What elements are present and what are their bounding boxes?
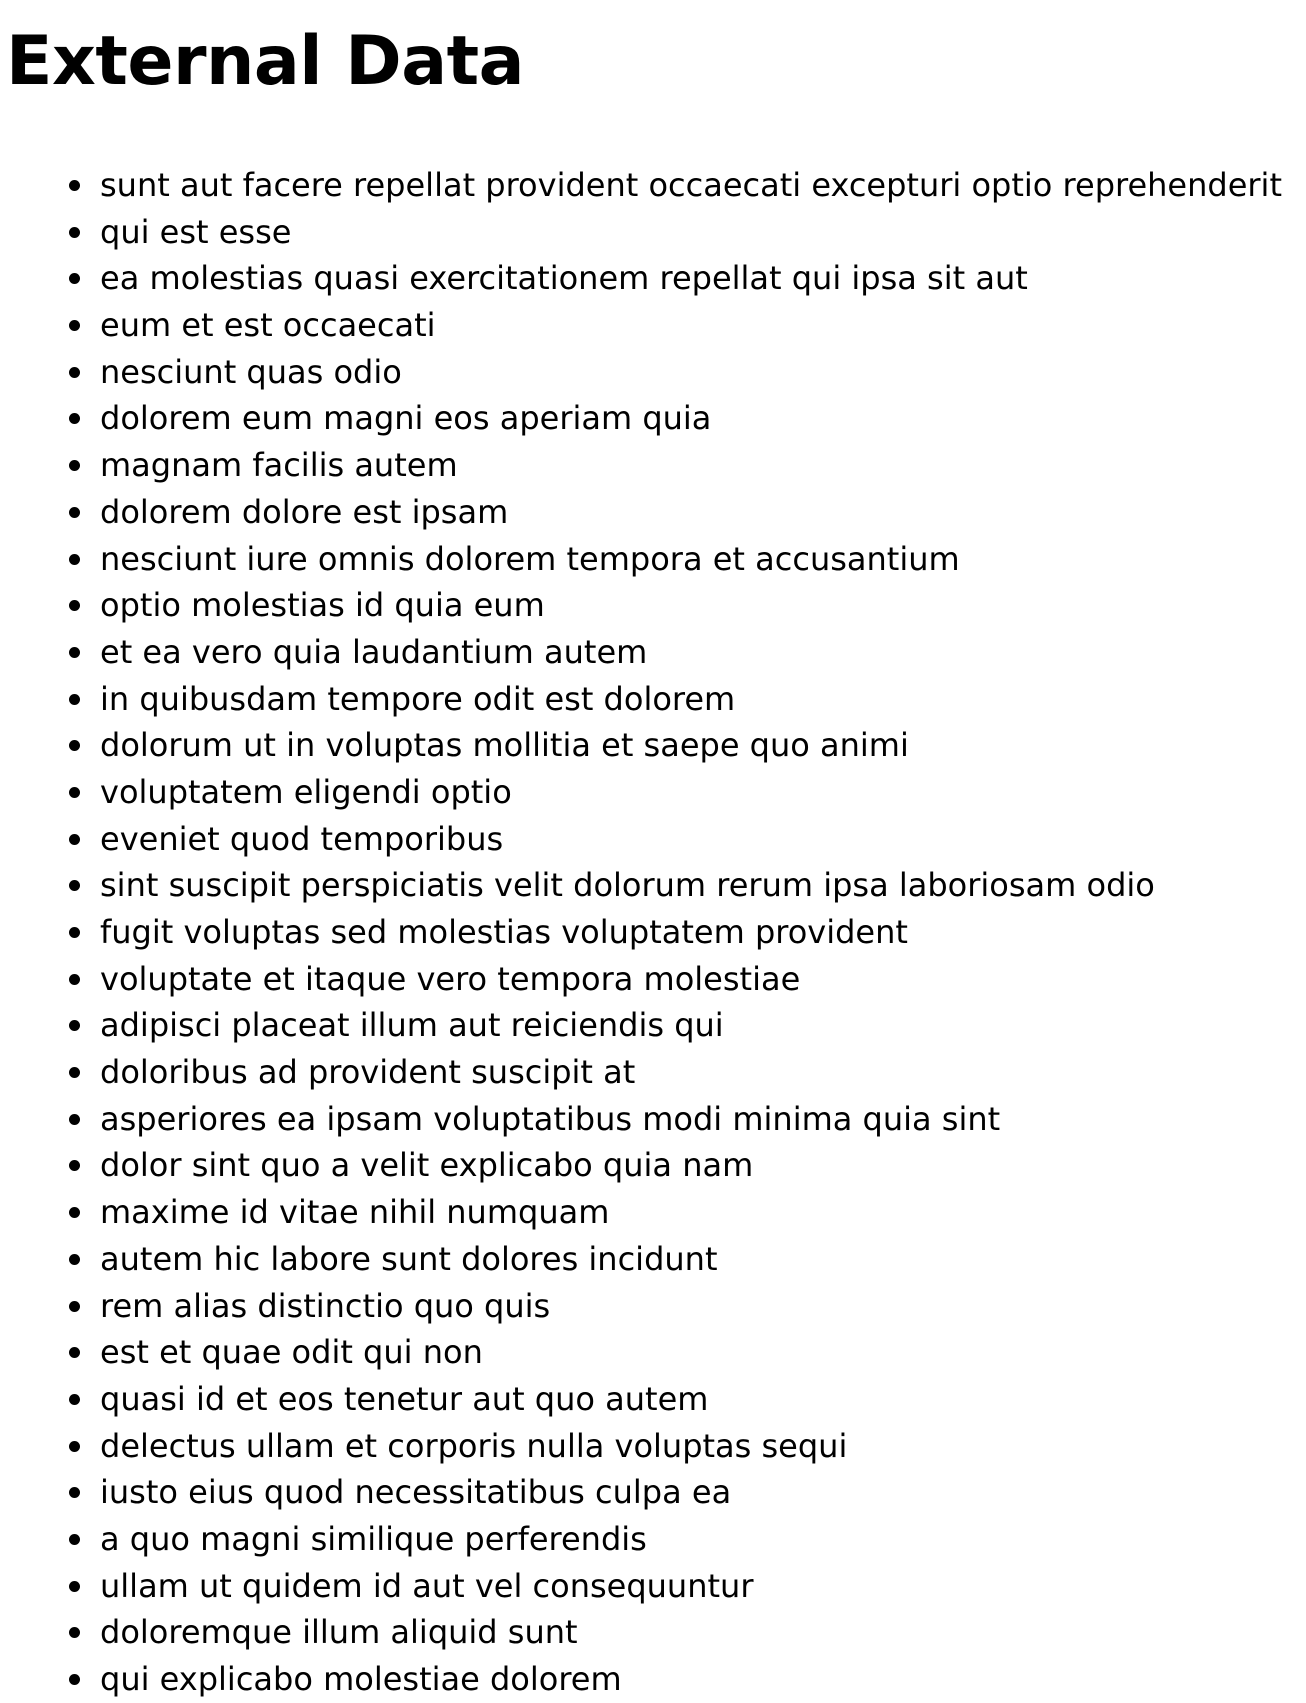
list-item <box>0 1236 1306 1283</box>
list-item <box>0 255 1306 302</box>
list-item-text: autem hic labore sunt dolores incidunt <box>100 1239 718 1278</box>
bullet-icon <box>69 1207 80 1218</box>
bullet-icon <box>69 273 80 284</box>
list-item-text: dolorem dolore est ipsam <box>100 492 509 531</box>
bullet-icon <box>69 460 80 471</box>
bullet-icon <box>69 1160 80 1171</box>
list-item-text: asperiores ea ipsam voluptatibus modi minima quia sint <box>100 1099 1001 1138</box>
list-item-text: sunt aut facere repellat provident occaecati excepturi optio reprehenderit <box>100 166 1282 204</box>
list-item-text: iusto eius quod necessitatibus culpa ea <box>100 1473 732 1512</box>
bullet-icon <box>69 1534 80 1545</box>
list-item <box>0 1516 1306 1563</box>
list-item-text: voluptatem eligendi optio <box>100 772 512 811</box>
list-item <box>0 536 1306 583</box>
list-item <box>0 489 1306 536</box>
list-item <box>0 676 1306 723</box>
list-item <box>0 1423 1306 1470</box>
list-item <box>0 722 1306 769</box>
list-item-text: doloremque illum aliquid sunt <box>100 1613 578 1652</box>
list-item-text: magnam facilis autem <box>100 446 458 485</box>
list-item-text: est et quae odit qui non <box>100 1333 483 1372</box>
bullet-icon <box>69 1067 80 1078</box>
bullet-icon <box>69 787 80 798</box>
list-item-text: doloribus ad provident suscipit at <box>100 1053 636 1092</box>
bullet-icon <box>69 320 80 331</box>
bullet-icon <box>69 413 80 424</box>
list-item <box>0 1096 1306 1143</box>
list-item-text: in quibusdam tempore odit est dolorem <box>100 679 736 718</box>
list-item-text: qui explicabo molestiae dolorem <box>100 1660 622 1698</box>
bullet-icon <box>69 927 80 938</box>
list-item-text: eum et est occaecati <box>100 306 436 345</box>
list-item-text: ea molestias quasi exercitationem repellat qui ipsa sit aut <box>100 259 1028 298</box>
list-item <box>0 816 1306 863</box>
bullet-icon <box>69 1394 80 1405</box>
list-item <box>0 302 1306 349</box>
bullet-icon <box>69 507 80 518</box>
list-item-text: fugit voluptas sed molestias voluptatem provident <box>100 913 908 951</box>
list-item <box>0 209 1306 256</box>
list-item <box>0 1609 1306 1656</box>
bullet-icon <box>69 1347 80 1358</box>
list-item <box>0 1049 1306 1096</box>
list-item <box>0 1002 1306 1049</box>
bullet-icon <box>69 180 80 191</box>
list-item <box>0 162 1306 209</box>
list-item-text: adipisci placeat illum aut reiciendis qui <box>100 1006 724 1045</box>
list-item <box>0 1142 1306 1189</box>
bullet-icon <box>69 600 80 611</box>
bullet-icon <box>69 1114 80 1125</box>
list-item <box>0 582 1306 629</box>
list-item-text: nesciunt iure omnis dolorem tempora et accusantium <box>100 539 960 578</box>
list-item <box>0 909 1306 956</box>
list-item <box>0 629 1306 676</box>
list-item-text: et ea vero quia laudantium autem <box>100 632 648 671</box>
list-item <box>0 956 1306 1003</box>
list-item-text: qui est esse <box>100 212 292 251</box>
bullet-icon <box>69 740 80 751</box>
bullet-icon <box>69 694 80 705</box>
list-item-text: eveniet quod temporibus <box>100 819 504 858</box>
bullet-icon <box>69 554 80 565</box>
bullet-icon <box>69 1674 80 1685</box>
list-item <box>0 1283 1306 1330</box>
bullet-icon <box>69 1627 80 1638</box>
bullet-icon <box>69 1020 80 1031</box>
list-item <box>0 1469 1306 1516</box>
list-item-text: optio molestias id quia eum <box>100 586 545 625</box>
bullet-icon <box>69 367 80 378</box>
list-item <box>0 769 1306 816</box>
list-item <box>0 395 1306 442</box>
list-item-text: voluptate et itaque vero tempora molestiae <box>100 959 801 998</box>
list-item-text: ullam ut quidem id aut vel consequuntur <box>100 1566 754 1605</box>
bullet-icon <box>69 1254 80 1265</box>
bullet-icon <box>69 1487 80 1498</box>
list-item <box>0 1189 1306 1236</box>
list-item-text: rem alias distinctio quo quis <box>100 1286 551 1325</box>
bullet-icon <box>69 834 80 845</box>
list-item <box>0 1656 1306 1703</box>
list-item-text: maxime id vitae nihil numquam <box>100 1193 610 1232</box>
bullet-icon <box>69 1441 80 1452</box>
list-item-text: quasi id et eos tenetur aut quo autem <box>100 1379 709 1418</box>
bullet-icon <box>69 974 80 985</box>
list-item-text: dolorum ut in voluptas mollitia et saepe quo animi <box>100 726 909 765</box>
list-item-text: nesciunt quas odio <box>100 352 402 391</box>
list-item <box>0 1329 1306 1376</box>
list-item-text: delectus ullam et corporis nulla voluptas sequi <box>100 1426 848 1465</box>
list-item-text: dolor sint quo a velit explicabo quia nam <box>100 1146 754 1185</box>
list-item <box>0 1563 1306 1610</box>
external-data-list <box>0 162 1306 1703</box>
list-item <box>0 1376 1306 1423</box>
list-item-text: sint suscipit perspiciatis velit dolorum rerum ipsa laboriosam odio <box>100 866 1155 905</box>
bullet-icon <box>69 647 80 658</box>
list-item-text: dolorem eum magni eos aperiam quia <box>100 399 712 438</box>
page-title: External Data <box>6 22 524 101</box>
bullet-icon <box>69 880 80 891</box>
bullet-icon <box>69 227 80 238</box>
list-item <box>0 349 1306 396</box>
list-item-text: a quo magni similique perferendis <box>100 1519 647 1558</box>
list-item <box>0 442 1306 489</box>
list-item <box>0 862 1306 909</box>
bullet-icon <box>69 1301 80 1312</box>
bullet-icon <box>69 1581 80 1592</box>
